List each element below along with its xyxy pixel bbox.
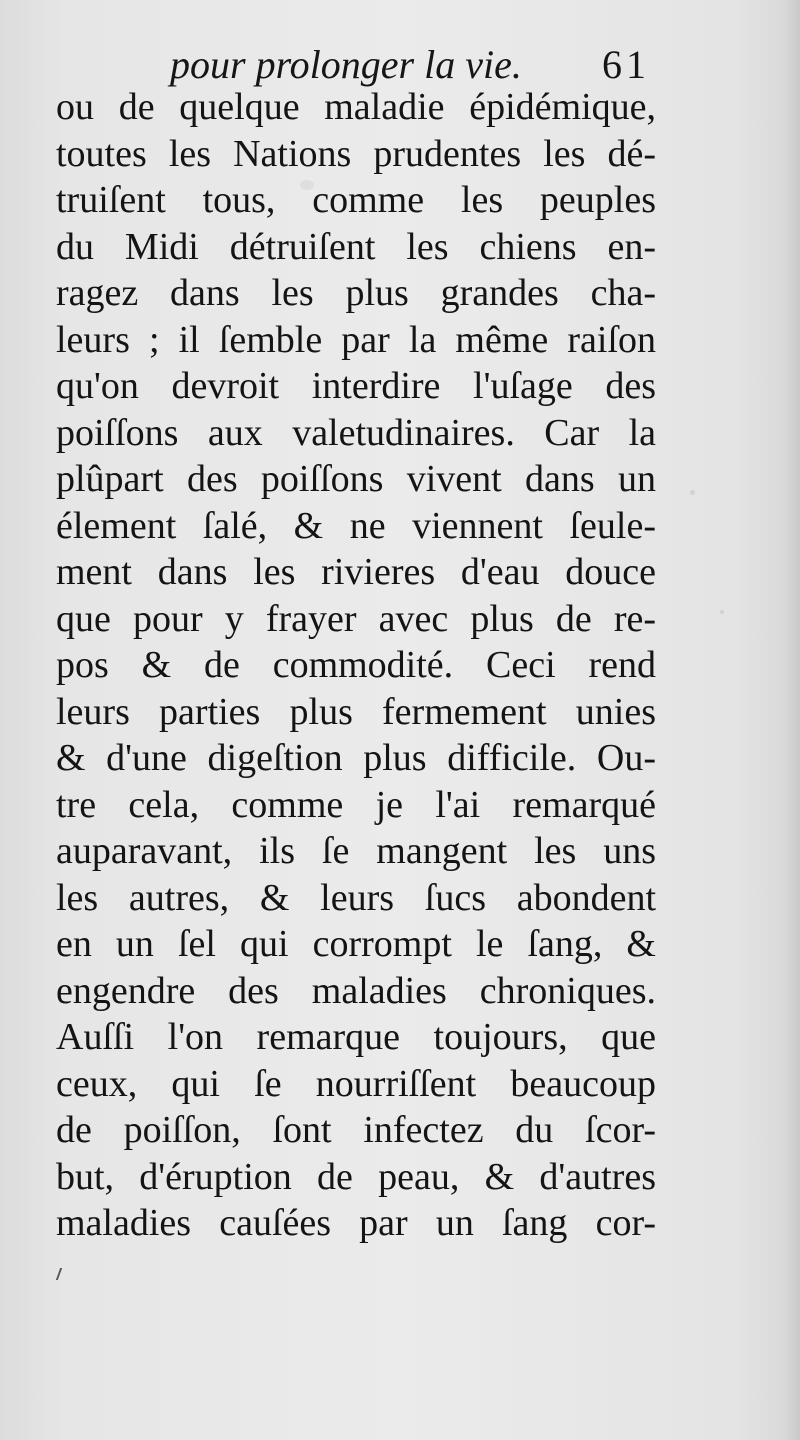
text-line: toutes les Nations prudentes les dé- xyxy=(56,132,656,175)
text-line: qu'on devroit interdire l'uſage des xyxy=(56,365,656,407)
text-line: que pour y frayer avec plus de re- xyxy=(56,597,656,640)
text-line: plûpart des poiſſons vivent dans un xyxy=(56,458,656,500)
text-line: les autres, & leurs ſucs abondent xyxy=(56,876,656,919)
text-line: Auſſi l'on remarque toujours, que xyxy=(56,1016,656,1058)
text-line: ou de quelque maladie épidémique, xyxy=(56,86,656,128)
running-head-title: pour prolonger la vie. xyxy=(170,42,522,87)
text-line: auparavant, ils ſe mangent les uns xyxy=(56,830,656,872)
page-edge-shadow xyxy=(782,0,800,1440)
text-line: truiſent tous, comme les peuples xyxy=(56,179,656,221)
text-line: & d'une digeſtion plus difficile. Ou- xyxy=(56,737,656,779)
running-head xyxy=(170,40,670,90)
text-line: ceux, qui ſe nourriſſent beaucoup xyxy=(56,1062,656,1105)
text-line: but, d'éruption de peau, & d'autres xyxy=(56,1155,656,1198)
text-line: tre cela, comme je l'ai remarqué xyxy=(56,783,656,826)
text-line: du Midi détruiſent les chiens en- xyxy=(56,225,656,268)
page-number: 61 xyxy=(602,42,650,87)
text-line: ment dans les rivieres d'eau douce xyxy=(56,551,656,593)
text-line: ragez dans les plus grandes cha- xyxy=(56,272,656,314)
stray-ink-mark xyxy=(56,1268,66,1280)
text-line: leurs ; il ſemble par la même raiſon xyxy=(56,318,656,361)
text-line: pos & de commodité. Ceci rend xyxy=(56,644,656,686)
text-line: maladies cauſées par un ſang cor- xyxy=(56,1202,656,1244)
text-line: élement ſalé, & ne viennent ſeule- xyxy=(56,504,656,547)
paper-speck xyxy=(720,610,724,614)
text-line: leurs parties plus fermement unies xyxy=(56,690,656,733)
text-line: en un ſel qui corrompt le ſang, & xyxy=(56,923,656,965)
body-text xyxy=(56,84,656,1247)
paper-speck xyxy=(690,490,695,495)
text-line: de poiſſon, ſont infectez du ſcor- xyxy=(56,1109,656,1151)
text-line: poiſſons aux valetudinaires. Car la xyxy=(56,411,656,454)
text-line: engendre des maladies chroniques. xyxy=(56,969,656,1012)
